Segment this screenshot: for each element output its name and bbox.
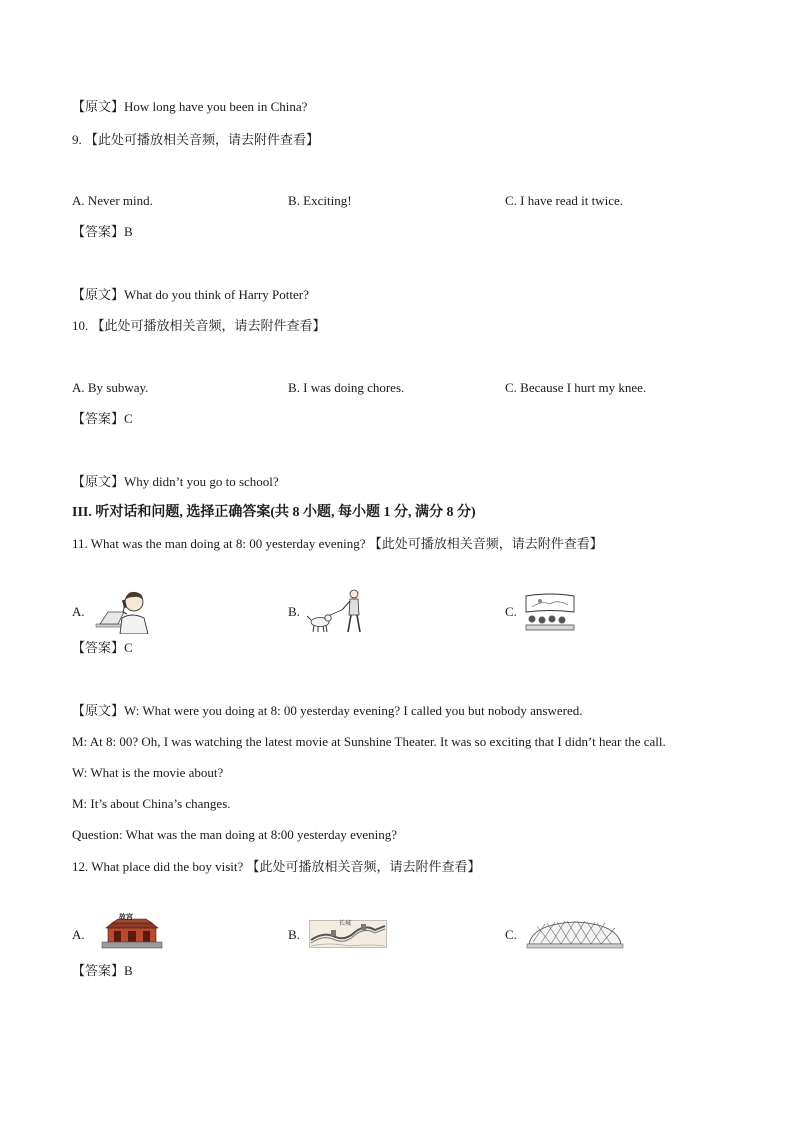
q12-pic-forbidden-city <box>100 913 164 950</box>
q9-transcript: 【原文】What do you think of Harry Potter? <box>72 287 309 302</box>
q10-audio-note[interactable]: 【此处可播放相关音频，请去附件查看】 <box>91 318 326 333</box>
q10-option-c: C. Because I hurt my knee. <box>505 380 647 395</box>
q12-pic-birds-nest-stadium <box>525 916 625 952</box>
q11-pic-walking-dog <box>306 588 366 634</box>
q12-option-c-label: C. <box>505 927 517 942</box>
q8-transcript: 【原文】How long have you been in China? <box>72 99 308 114</box>
q11-pic-phone-call <box>94 588 156 634</box>
q12-answer: 【答案】B <box>72 963 133 978</box>
q11-transcript-line-3: W: What is the movie about? <box>72 765 224 780</box>
q12-pic-b-sign: 长城 <box>339 921 352 927</box>
q10-option-a: A. By subway. <box>72 380 149 395</box>
q9-number: 9. <box>72 132 82 147</box>
q10-number: 10. <box>72 318 89 333</box>
q12-pic-great-wall <box>309 920 387 948</box>
q10-answer: 【答案】C <box>72 411 133 426</box>
q9-audio-note[interactable]: 【此处可播放相关音频，请去附件查看】 <box>85 132 320 147</box>
q11-option-a-label: A. <box>72 604 85 619</box>
q9-question <box>72 131 319 149</box>
q9-answer: 【答案】B <box>72 224 133 239</box>
q10-option-b: B. I was doing chores. <box>288 380 405 395</box>
q9-option-a: A. Never mind. <box>72 193 153 208</box>
q12-option-a-label: A. <box>72 927 85 942</box>
q12-pic-a-sign: 故宫 <box>119 913 133 921</box>
q9-option-b: B. Exciting! <box>288 193 352 208</box>
q9-option-c: C. I have read it twice. <box>505 193 624 208</box>
q11-transcript-line-4: M: It’s about China’s changes. <box>72 796 231 811</box>
q11-option-c-label: C. <box>505 604 517 619</box>
section-3-heading: III. 听对话和问题, 选择正确答案(共 8 小题, 每小题 1 分, 满分 8 分) <box>72 505 476 520</box>
q12-option-b-label: B. <box>288 927 300 942</box>
q11-option-b-label: B. <box>288 604 300 619</box>
q11-question: 11. What was the man doing at 8: 00 yesterday evening? 【此处可播放相关音频，请去附件查看】 <box>72 536 603 551</box>
q11-answer: 【答案】C <box>72 640 133 655</box>
q11-transcript-line-1: 【原文】W: What were you doing at 8: 00 yesterday evening? I called you but nobody answered. <box>72 703 583 718</box>
q12-question: 12. What place did the boy visit? 【此处可播放相关音频，请去附件查看】 <box>72 859 481 874</box>
q11-transcript-line-2: M: At 8: 00? Oh, I was watching the latest movie at Sunshine Theater. It was so exciting that I didn’t hear the call. <box>72 734 666 749</box>
q10-question <box>72 317 326 335</box>
q10-transcript: 【原文】Why didn’t you go to school? <box>72 474 279 489</box>
q11-pic-movie-theater <box>522 592 578 632</box>
q11-transcript-question: Question: What was the man doing at 8:00 yesterday evening? <box>72 827 398 842</box>
